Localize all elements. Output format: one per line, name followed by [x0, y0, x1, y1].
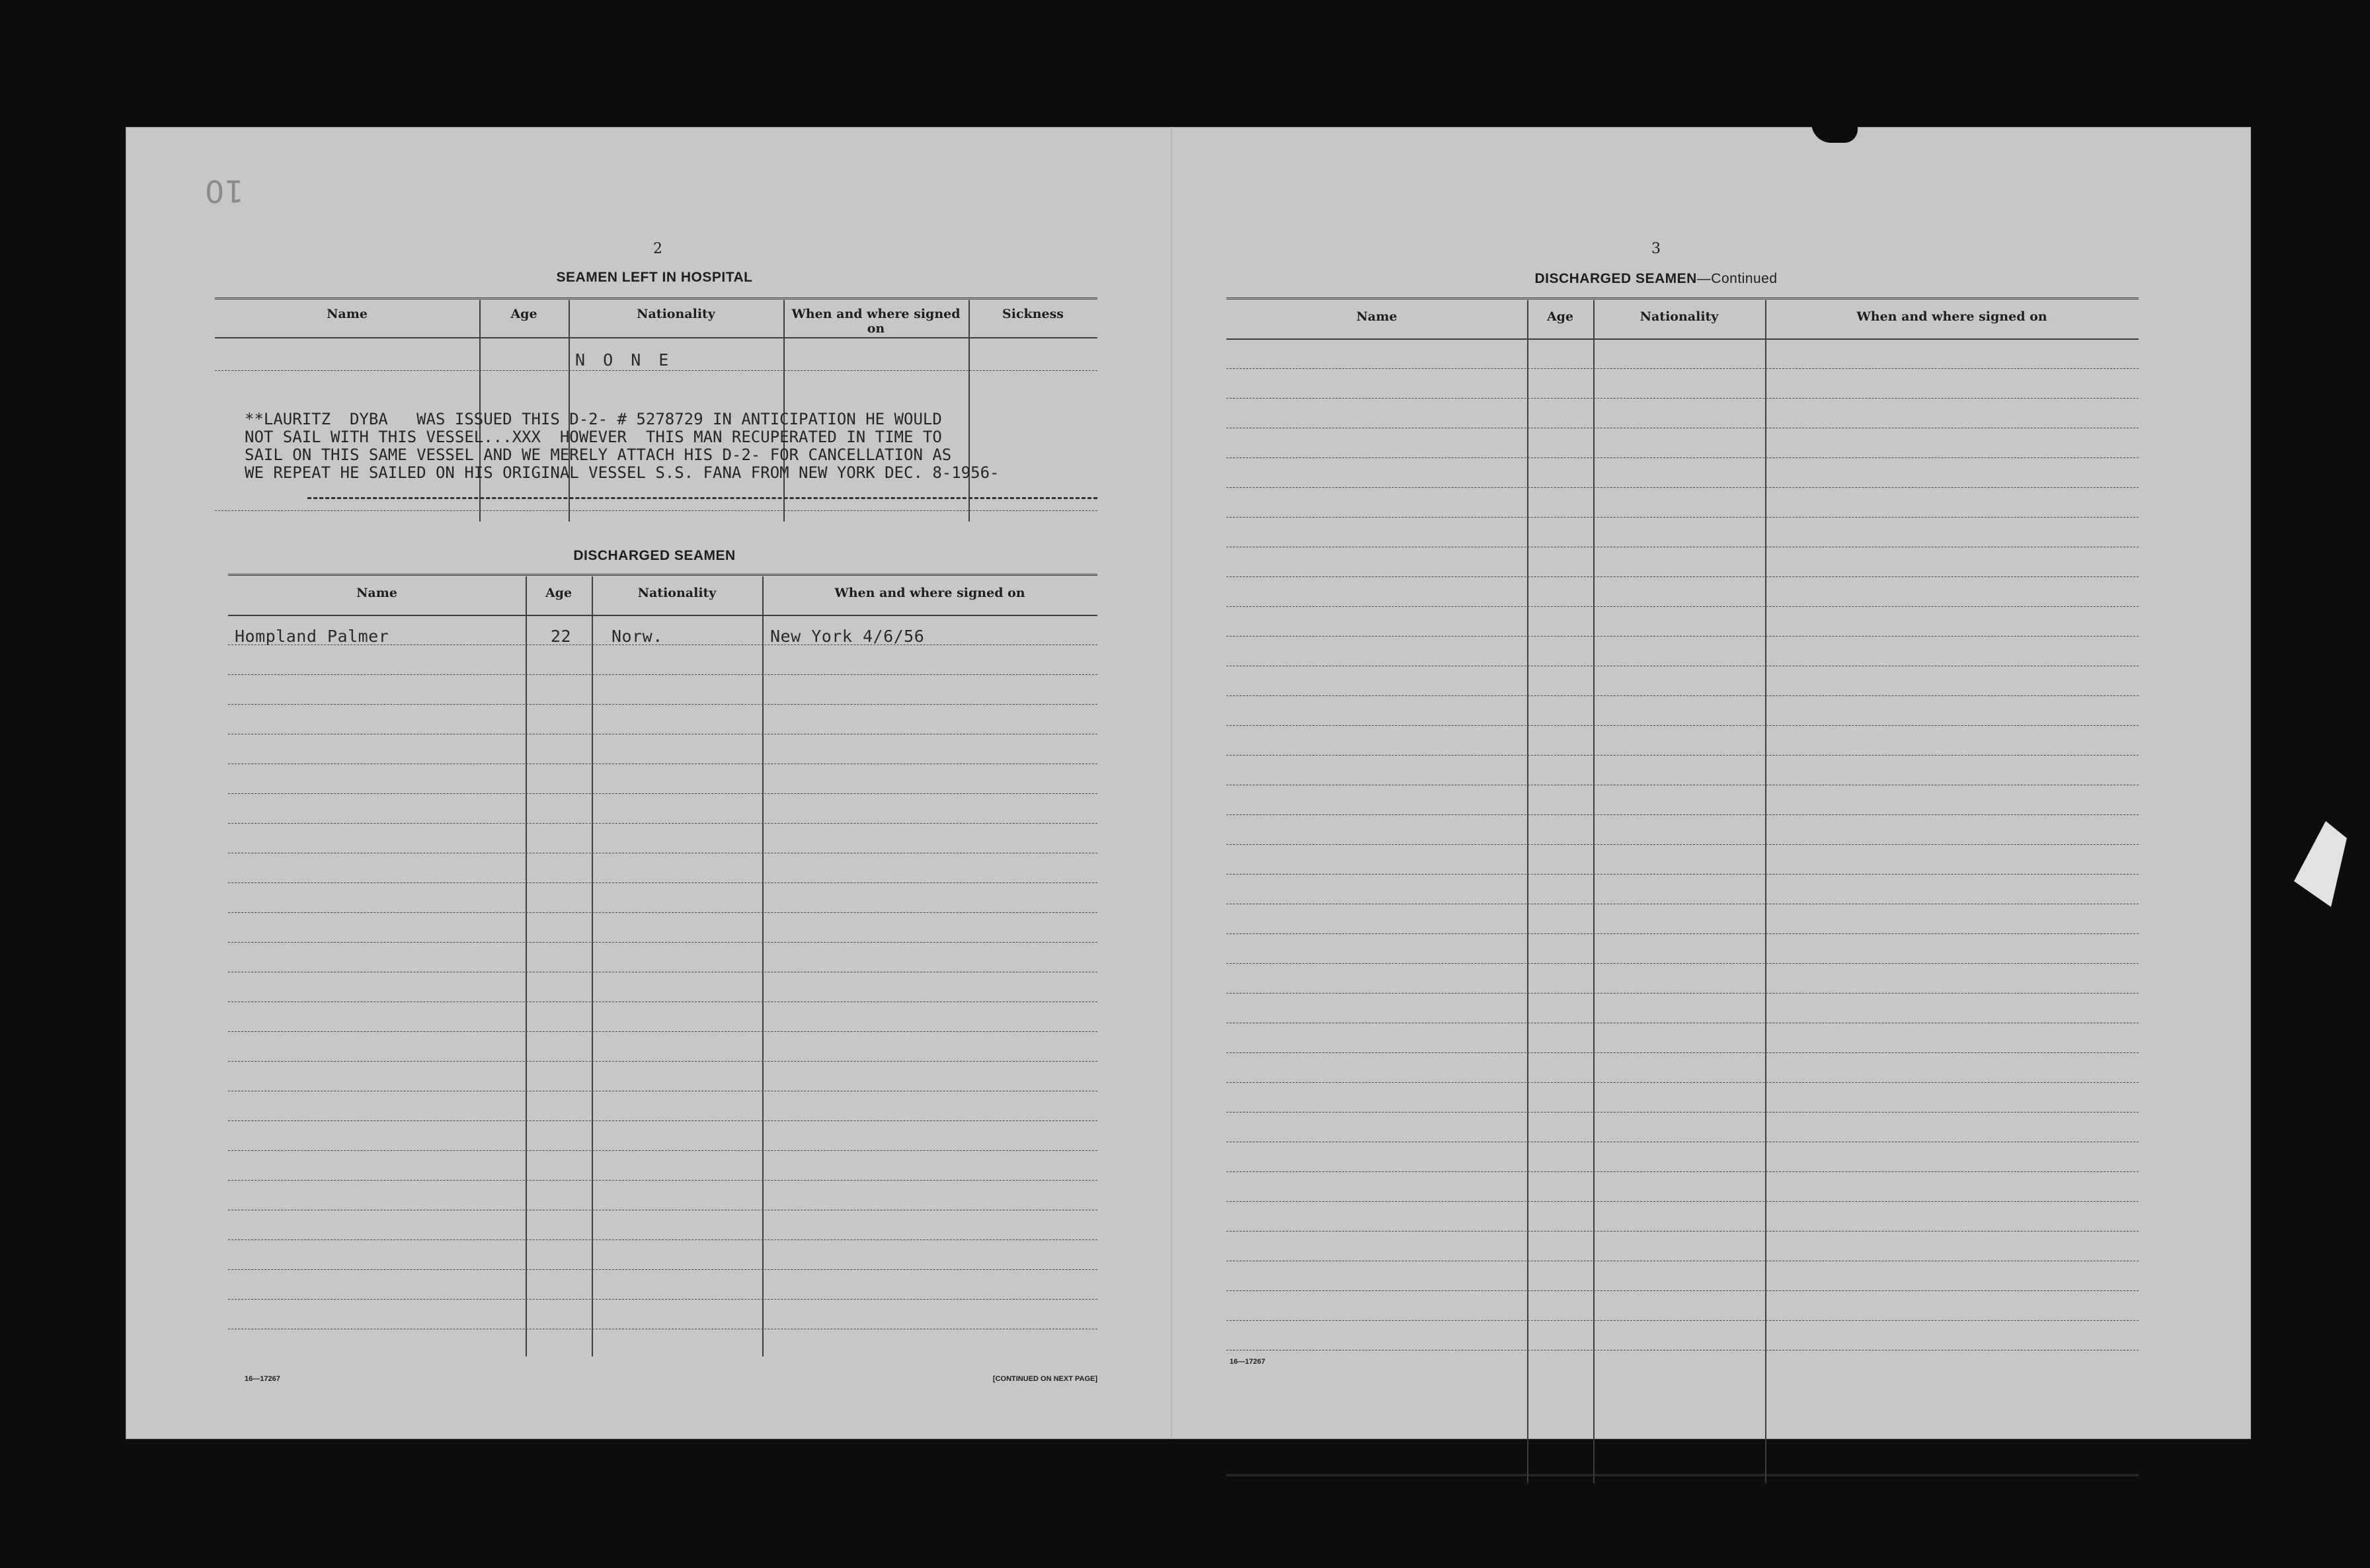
title-suffix: —Continued [1696, 271, 1778, 286]
col-header-name: Name [356, 586, 397, 600]
col-header-sickness: Sickness [1002, 307, 1064, 321]
col-header-nationality: Nationality [1639, 309, 1719, 324]
form-number: 16—17267 [245, 1375, 280, 1383]
note-line-1: **LAURITZ DYBA WAS ISSUED THIS D-2- # 5278729 IN ANTICIPATION HE WOULD [245, 410, 942, 428]
col-header-nationality: Nationality [637, 307, 715, 321]
form-number: 16—17267 [1230, 1358, 1265, 1366]
left-page [126, 127, 1167, 1439]
hospital-entry: N O N E [575, 350, 673, 370]
page-curl [2294, 821, 2347, 907]
col-header-age: Age [510, 307, 537, 321]
col-header-age: Age [545, 586, 573, 600]
page-number: 3 [1651, 241, 1661, 257]
document-sheet [126, 127, 2251, 1439]
page-number: 2 [653, 241, 662, 257]
row-name: Hompland Palmer [235, 627, 389, 646]
discharged-section-title: DISCHARGED SEAMEN [573, 548, 736, 563]
col-header-signed-on: When and where signed on [791, 307, 961, 336]
col-header-signed-on: When and where signed on [1856, 309, 2047, 324]
margin-number: 10 [205, 173, 244, 209]
col-header-name: Name [1356, 309, 1398, 324]
row-nationality: Norw. [612, 627, 663, 646]
col-header-nationality: Nationality [637, 586, 717, 600]
note-line-2: NOT SAIL WITH THIS VESSEL...XXX HOWEVER THIS MAN RECUPERATED IN TIME TO [245, 428, 942, 446]
row-age: 22 [551, 627, 572, 646]
discharged-continued-table [1226, 297, 2139, 1484]
hospital-section-title: SEAMEN LEFT IN HOSPITAL [556, 270, 753, 285]
right-page [1173, 127, 2251, 1439]
col-header-signed-on: When and where signed on [834, 586, 1025, 600]
note-line-4: WE REPEAT HE SAILED ON HIS ORIGINAL VESSEL S.S. FANA FROM NEW YORK DEC. 8-1956- [245, 463, 1000, 482]
discharged-continued-title [1491, 271, 1821, 287]
center-fold [1171, 127, 1172, 1439]
col-header-name: Name [327, 307, 368, 321]
row-signed-on: New York 4/6/56 [770, 627, 925, 646]
discharged-table [228, 574, 1097, 1360]
col-header-age: Age [1546, 309, 1574, 324]
title-text: DISCHARGED SEAMEN [1534, 271, 1697, 286]
note-line-3: SAIL ON THIS SAME VESSEL AND WE MERELY ATTACH HIS D-2- FOR CANCELLATION AS [245, 446, 952, 464]
continued-note: [CONTINUED ON NEXT PAGE] [992, 1375, 1097, 1383]
